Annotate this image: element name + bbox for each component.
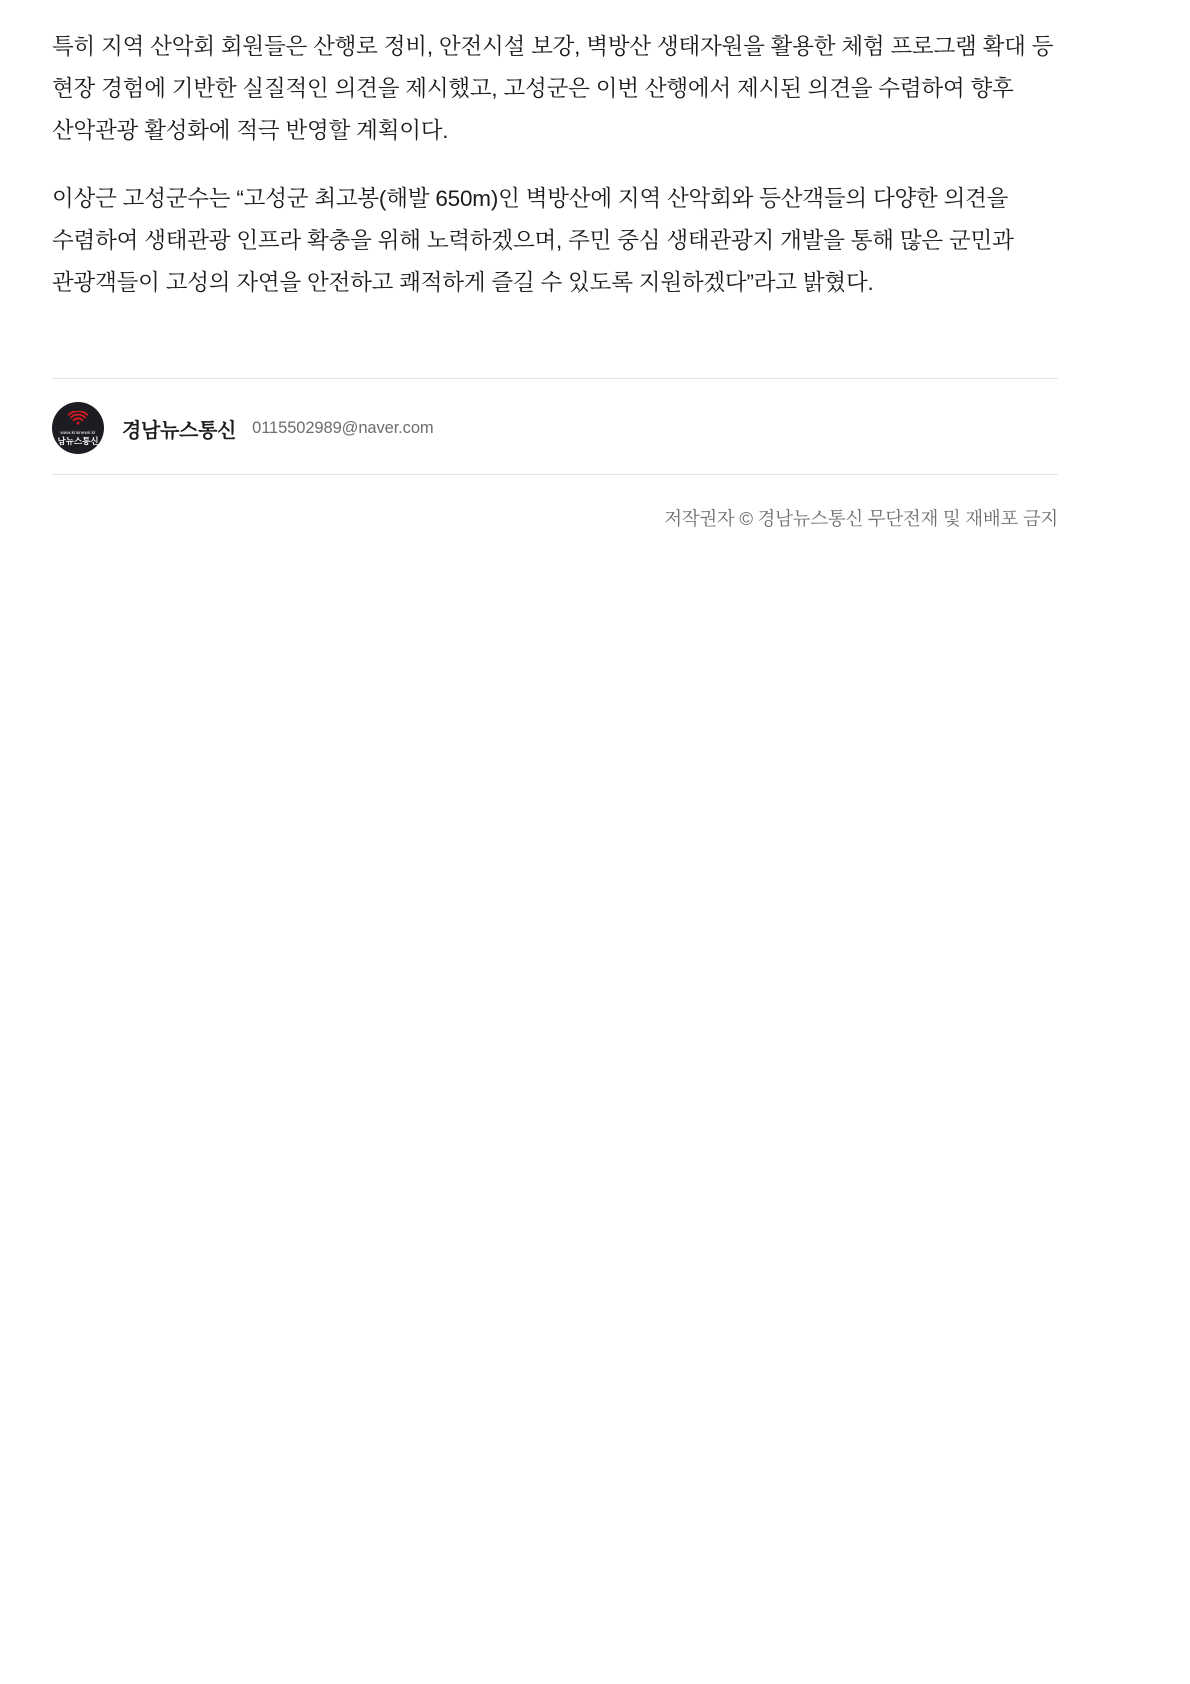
byline: [52, 400, 1058, 456]
publisher-logo-url: www.knsnews.kr: [60, 430, 96, 435]
article-body: [52, 26, 1058, 304]
publisher-logo: [52, 402, 104, 454]
publisher-name: 경남뉴스통신: [122, 419, 237, 442]
wifi-signal-icon: [52, 411, 104, 429]
publisher-email[interactable]: 0115502989@naver.com: [252, 418, 434, 437]
article-paragraph: 이상근 고성군수는 “고성군 최고봉(해발 650m)인 벽방산에 지역 산악회와 등산객들의 다양한 의견을 수렴하여 생태관광 인프라 확충을 위해 노력하겠으며, 주민 중심 생태관광지 개발을 통해 많은 군민과 관광객들이 고성의 자연을 안전하고 쾌적하게 즐길 수 있도록 지원하겠다”라고 밝혔다.: [52, 186, 1014, 295]
copyright-notice: 저작권자 © 경남뉴스통신 무단전재 및 재배포 금지: [664, 508, 1058, 529]
article-paragraph: 특히 지역 산악회 회원들은 산행로 정비, 안전시설 보강, 벽방산 생태자원을 활용한 체험 프로그램 확대 등 현장 경험에 기반한 실질적인 의견을 제시했고, 고성군은 이번 산행에서 제시된 의견을 수렴하여 향후 산악관광 활성화에 적극 반영할 계획이다.: [52, 34, 1054, 143]
byline-bottom-divider: [52, 474, 1058, 475]
publisher-logo-brand: 남뉴스통신: [57, 436, 99, 446]
byline-top-divider: [52, 378, 1058, 379]
